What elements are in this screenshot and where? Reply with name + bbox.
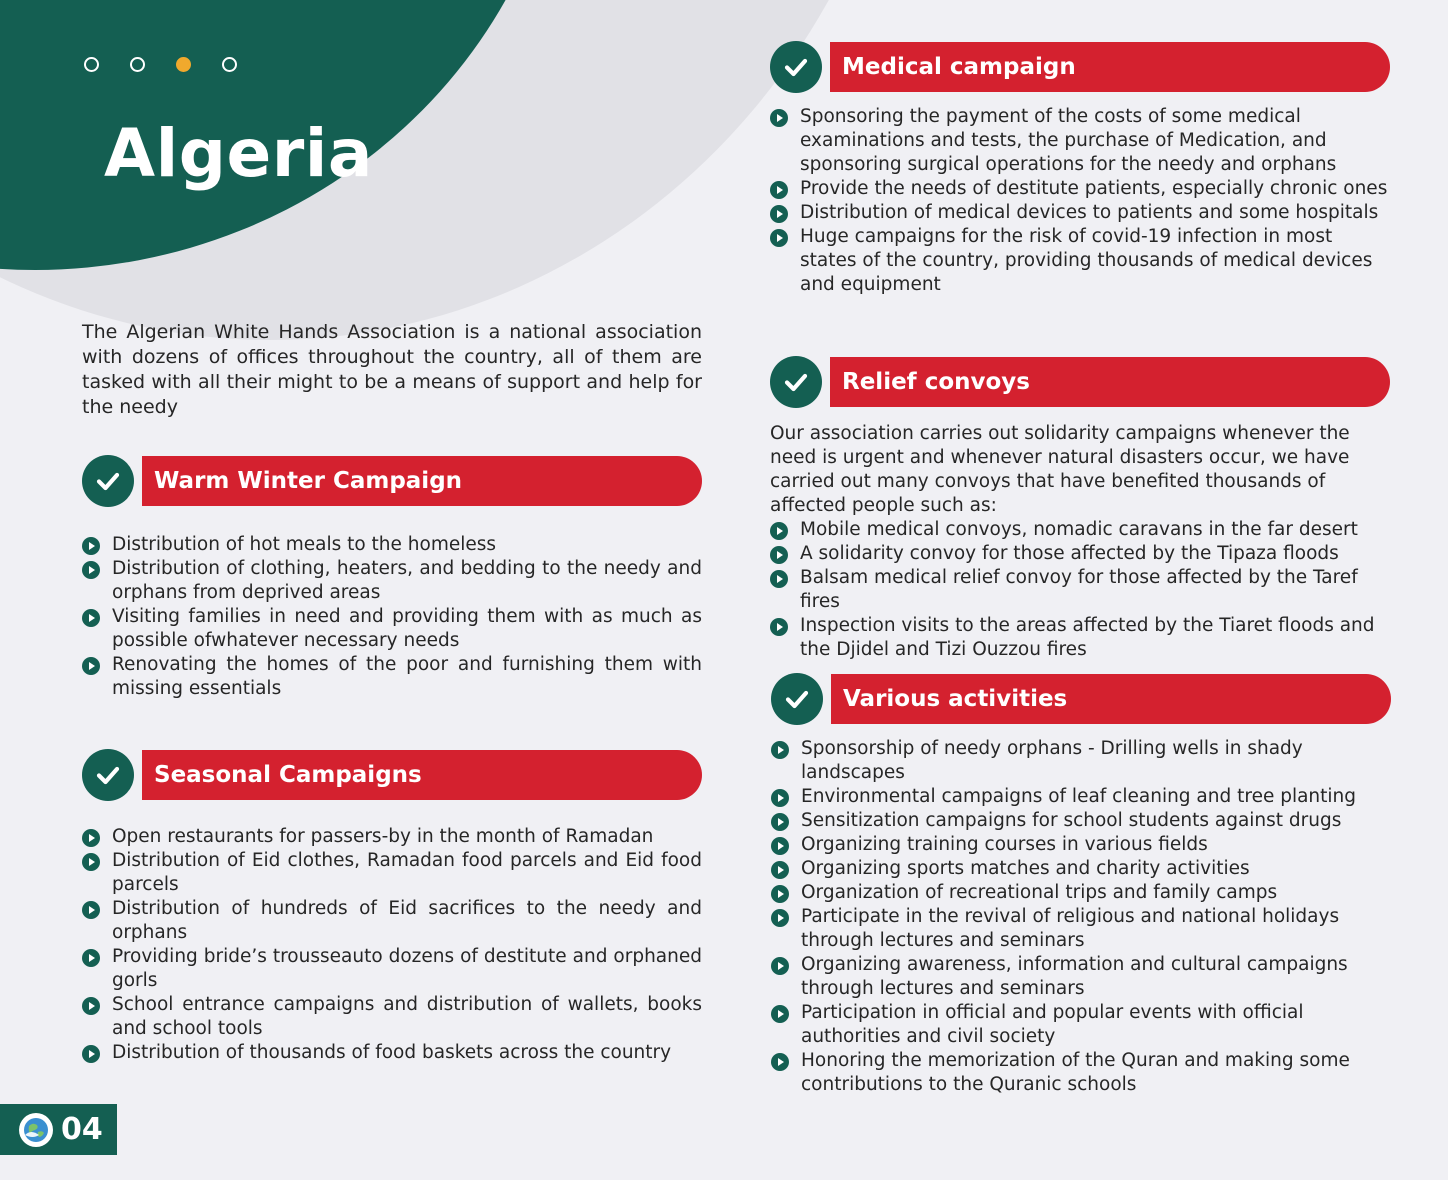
list-item: Sponsoring the payment of the costs of some medical examinations and tests, the purchase of Medication, and sponsoring surgical operations for the needy and orphans [770,105,1390,177]
item-list [770,518,1390,662]
page-number-badge [0,1104,117,1155]
list-item: Sensitization campaigns for school students against drugs [771,809,1391,833]
section-title: Relief convoys [830,357,1390,407]
intro-paragraph: The Algerian White Hands Association is a national association with dozens of offices throughout the country, all of them are tasked with all their might to be a means of support and help for the needy [82,321,702,418]
list-item: Provide the needs of destitute patients, especially chronic ones [770,177,1390,201]
list-item: Participation in official and popular events with official authorities and civil society [771,1001,1391,1049]
section-title: Various activities [831,674,1391,724]
list-item: Open restaurants for passers-by in the month of Ramadan [82,825,702,849]
section-header [770,356,1390,410]
list-item: Renovating the homes of the poor and furnishing them with missing essentials [82,653,702,701]
list-item: School entrance campaigns and distribution of wallets, books and school tools [82,993,702,1041]
pagination-dot-active[interactable] [176,57,191,72]
list-item: Balsam medical relief convoy for those affected by the Taref fires [770,566,1390,614]
list-item: Distribution of hot meals to the homeless [82,533,702,557]
section-relief [770,356,1390,662]
list-item: Organizing training courses in various fields [771,833,1391,857]
check-icon [771,673,823,725]
list-item: Organizing awareness, information and cultural campaigns through lectures and seminars [771,953,1391,1001]
check-icon [82,749,134,801]
list-item: Sponsorship of needy orphans - Drilling wells in shady landscapes [771,737,1391,785]
list-item: Distribution of clothing, heaters, and bedding to the needy and orphans from deprived areas [82,557,702,605]
list-item: Honoring the memorization of the Quran and making some contributions to the Quranic schools [771,1049,1391,1097]
list-item: Providing bride’s trousseauto dozens of destitute and orphaned gorls [82,945,702,993]
list-item: Inspection visits to the areas affected by the Tiaret floods and the Djidel and Tizi Ouzzou fires [770,614,1390,662]
section-header [82,749,702,803]
pagination-dots [84,57,237,72]
list-item: Distribution of medical devices to patients and some hospitals [770,201,1390,225]
page-title: Algeria [104,115,373,192]
list-item: Organization of recreational trips and family camps [771,881,1391,905]
list-item: Distribution of hundreds of Eid sacrifices to the needy and orphans [82,897,702,945]
list-item: Mobile medical convoys, nomadic caravans in the far desert [770,518,1390,542]
section-medical [770,41,1390,297]
list-item: Organizing sports matches and charity activities [771,857,1391,881]
section-title: Medical campaign [830,42,1390,92]
item-list [771,737,1391,1097]
check-icon [770,41,822,93]
pagination-dot[interactable] [84,57,99,72]
section-header [770,41,1390,95]
section-header [771,673,1391,727]
section-title: Seasonal Campaigns [142,750,702,800]
list-item: Distribution of Eid clothes, Ramadan food parcels and Eid food parcels [82,849,702,897]
section-seasonal [82,749,702,1065]
item-list [82,825,702,1065]
item-list [82,533,702,701]
list-item: Distribution of thousands of food baskets across the country [82,1041,702,1065]
item-list [770,105,1390,297]
check-icon [82,455,134,507]
section-description: Our association carries out solidarity campaigns whenever the need is urgent and whenever natural disasters occur, we have carried out many convoys that have benefited thousands of affected people such as: [770,423,1350,516]
section-title: Warm Winter Campaign [142,456,702,506]
list-item: Participate in the revival of religious and national holidays through lectures and seminars [771,905,1391,953]
list-item: Huge campaigns for the risk of covid-19 infection in most states of the country, providing thousands of medical devices and equipment [770,225,1390,297]
page-number: 04 [61,1112,103,1147]
pagination-dot[interactable] [130,57,145,72]
list-item: Visiting families in need and providing them with as much as possible ofwhatever necessary needs [82,605,702,653]
pagination-dot[interactable] [222,57,237,72]
list-item: A solidarity convoy for those affected by the Tipaza floods [770,542,1390,566]
list-item: Environmental campaigns of leaf cleaning and tree planting [771,785,1391,809]
globe-logo-icon [19,1113,53,1147]
section-header [82,455,702,509]
section-warm-winter [82,455,702,701]
section-various [771,673,1391,1097]
check-icon [770,356,822,408]
